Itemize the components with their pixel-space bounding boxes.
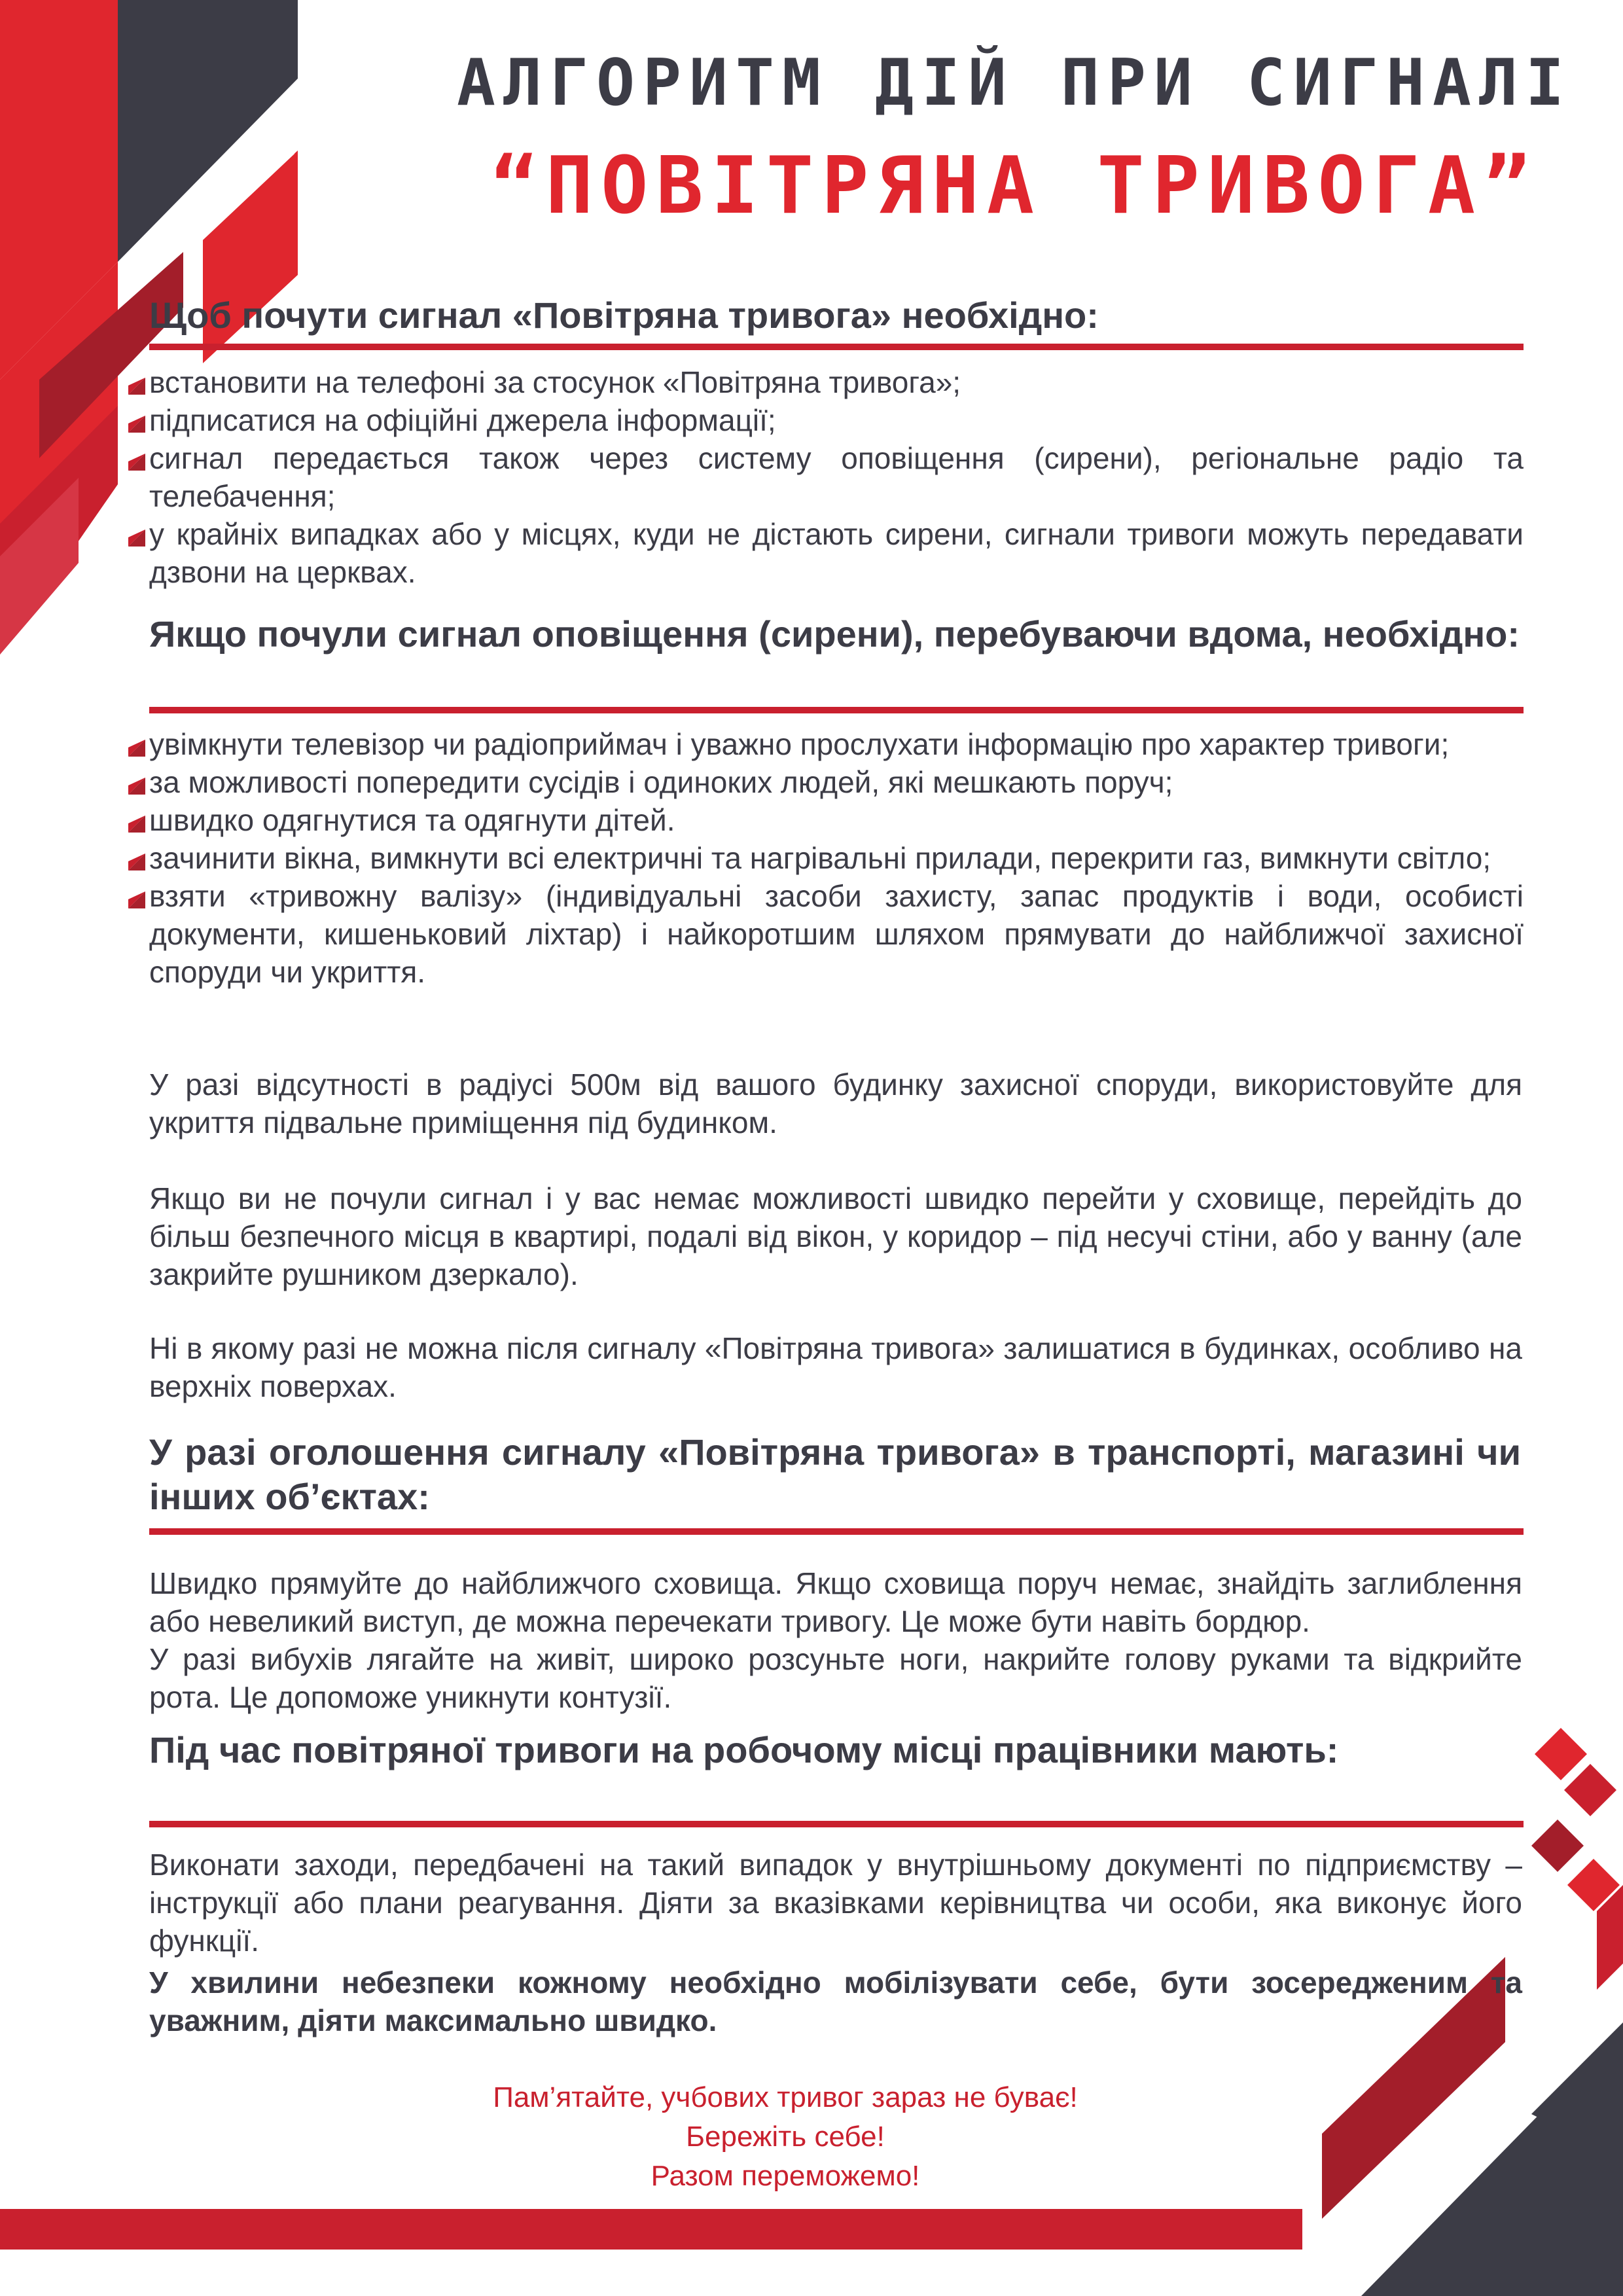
section3-paragraph-2: У разі вибухів лягайте на живіт, широко розсуньте ноги, накрийте голову руками та відкрийте рота. Це допоможе уникнути контузії. — [149, 1642, 1522, 1714]
list-item: у крайніх випадках або у місцях, куди не дістають сирени, сигнали тривоги можуть передавати дзвони на церквах. — [0, 515, 1524, 591]
section4-heading: Під час повітряної тривоги на робочому місці працівники мають: — [149, 1729, 1339, 1770]
bullet-icon — [128, 891, 145, 908]
section4-paragraph: Виконати заходи, передбачені на такий випадок у внутрішньому документі по підприємству – інструкції або плани реагування. Діяти за вказівками керівництва чи особи, яка виконує його функції. — [149, 1848, 1522, 1958]
bullet-icon — [128, 816, 145, 833]
list-item: взяти «тривожну валізу» (індивідуальні засоби захисту, запас продуктів і води, особисті документи, кишеньковий ліхтар) і найкоротшим шляхом прямувати до найближчої захисної споруди чи укриття. — [0, 877, 1524, 991]
bullet-icon — [128, 529, 145, 547]
bullet-icon — [128, 416, 145, 433]
closing-message — [406, 2078, 1165, 2196]
closing-line-1: Пам’ятайте, учбових тривог зараз не буває! — [493, 2081, 1078, 2113]
title-line-2: “ПОВІТРЯНА ТРИВОГА” — [490, 141, 1539, 232]
bullet-icon — [128, 454, 145, 471]
bottom-red-bar — [0, 2209, 1302, 2250]
right-red-square-1 — [1535, 1728, 1587, 1780]
section2-heading: Якщо почули сигнал оповіщення (сирени), перебуваючи вдома, необхідно: — [149, 613, 1520, 655]
section3-heading: У разі оголошення сигналу «Повітряна тривога» в транспорті, магазині чи інших об’єктах: — [149, 1431, 1521, 1517]
list-item: зачинити вікна, вимкнути всі електричні та нагрівальні прилади, перекрити газ, вимкнути світло; — [0, 839, 1524, 877]
bullet-icon — [128, 740, 145, 757]
section1-heading: Щоб почути сигнал «Повітряна тривога» необхідно: — [149, 295, 1099, 336]
section1-rule — [149, 344, 1524, 350]
section2-list — [0, 725, 1524, 991]
section4-bold-paragraph: У хвилини небезпеки кожному необхідно мобілізувати себе, бути зосередженим та уважним, діяти максимально швидко. — [149, 1965, 1522, 2037]
closing-line-2: Бережіть себе! — [686, 2121, 885, 2153]
list-item: за можливості попередити сусідів і одиноких людей, які мешкають поруч; — [0, 763, 1524, 801]
section2-rule — [149, 707, 1524, 713]
section3-rule — [149, 1528, 1524, 1535]
list-item: сигнал передається також через систему оповіщення (сирени), регіональне радіо та телебачення; — [0, 439, 1524, 515]
right-red-square-2 — [1564, 1764, 1616, 1816]
bullet-icon — [128, 853, 145, 870]
closing-line-3: Разом переможемо! — [651, 2160, 920, 2192]
title-line-1: АЛГОРИТМ ДІЙ ПРИ СИГНАЛІ — [456, 46, 1573, 120]
section2-paragraph-1: У разі відсутності в радіусі 500м від вашого будинку захисної споруди, використовуйте для укриття підвальне приміщення під будинком. — [149, 1067, 1522, 1139]
section2-paragraph-2: Якщо ви не почули сигнал і у вас немає можливості швидко перейти у сховище, перейдіть до більш безпечного місця в квартирі, подалі від вікон, у коридор – під несучі стіни, або у ванну (але закрийте рушником дзеркало). — [149, 1181, 1522, 1291]
section3-paragraph-1: Швидко прямуйте до найближчого сховища. Якщо сховища поруч немає, знайдіть заглиблення або невеликий виступ, де можна перечекати тривогу. Це може бути навіть бордюр. — [149, 1566, 1522, 1638]
list-item: швидко одягнутися та одягнути дітей. — [0, 801, 1524, 839]
bullet-icon — [128, 778, 145, 795]
list-item: встановити на телефоні за стосунок «Повітряна тривога»; — [0, 363, 1524, 401]
section1-list — [0, 363, 1524, 591]
section2-paragraph-3: Ні в якому разі не можна після сигналу «Повітряна тривога» залишатися в будинках, особливо на верхніх поверхах. — [149, 1331, 1522, 1403]
list-item: увімкнути телевізор чи радіоприймач і уважно прослухати інформацію про характер тривоги; — [0, 725, 1524, 763]
list-item: підписатися на офіційні джерела інформації; — [0, 401, 1524, 439]
bullet-icon — [128, 378, 145, 395]
right-red-square-3 — [1531, 1820, 1584, 1872]
section4-rule — [149, 1821, 1524, 1827]
